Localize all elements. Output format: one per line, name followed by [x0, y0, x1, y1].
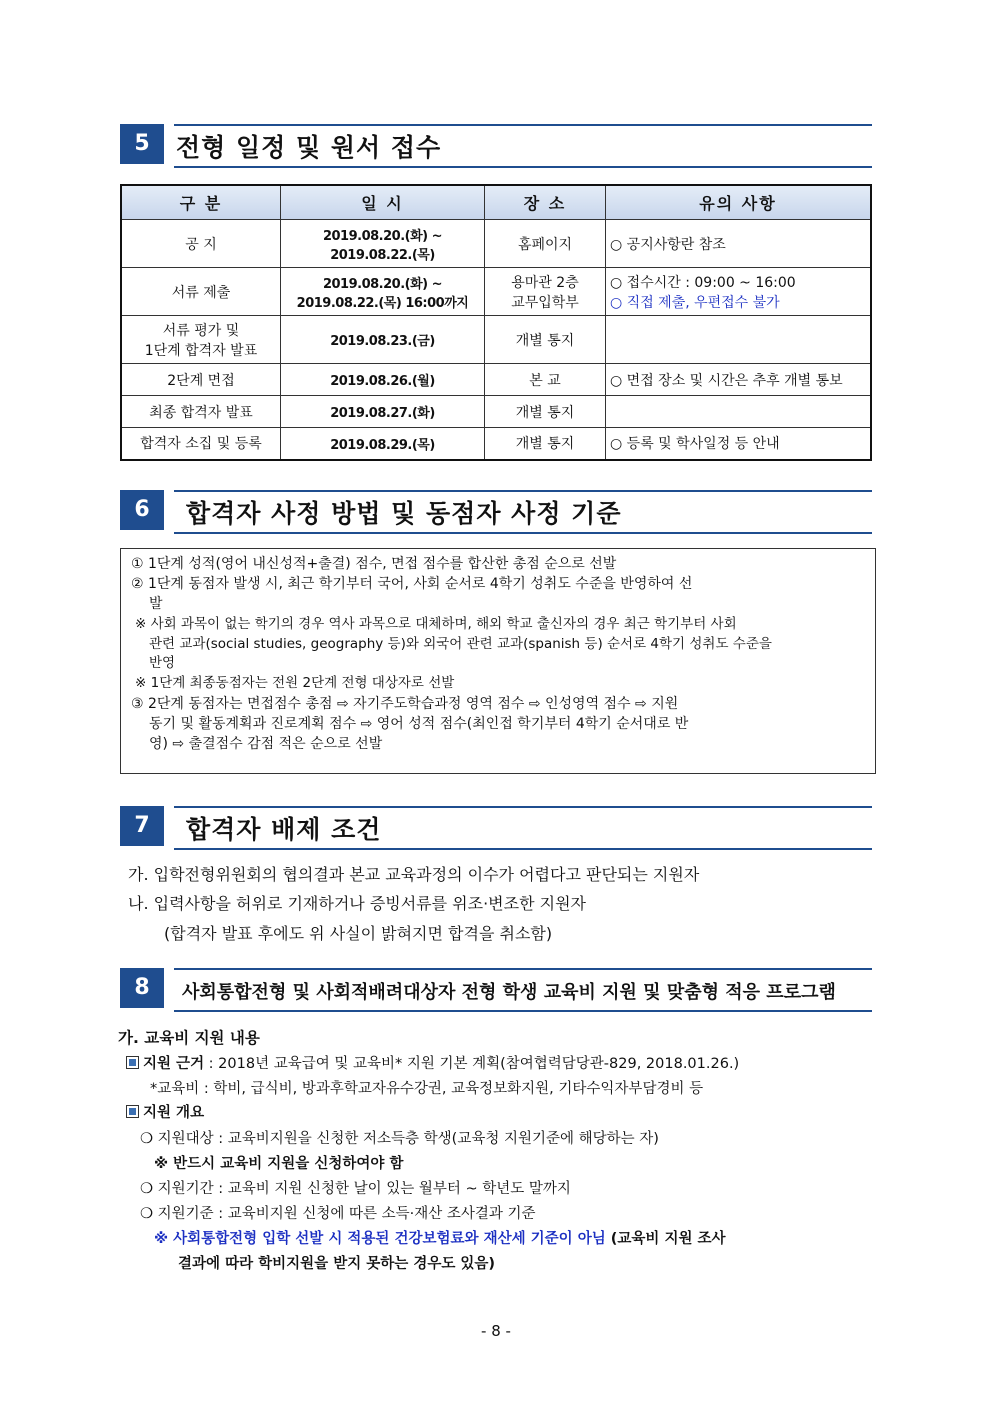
table-cell-place: 개별 통지	[485, 428, 606, 460]
table-row	[121, 364, 871, 396]
section-number: 7	[120, 806, 164, 846]
column-header: 구 분	[121, 185, 281, 220]
table-cell-date: 2019.08.27.(화)	[281, 396, 485, 428]
table-cell-item: 2단계 면접	[121, 364, 281, 396]
criteria-note-continued: 반영	[149, 655, 176, 671]
criteria-item-continued: 발	[149, 596, 163, 612]
table-cell-item: 서류 제출	[121, 268, 281, 316]
table-row	[121, 220, 871, 268]
support-criteria: ❍ 지원기준 : 교육비지원 신청에 따른 소득·재산 조사결과 기준	[140, 1206, 536, 1222]
column-header: 일 시	[281, 185, 485, 220]
table-cell-place: 개별 통지	[485, 396, 606, 428]
section-title: 전형 일정 및 원서 접수	[176, 133, 442, 162]
note-line: ○ 면접 장소 및 시간은 추후 개별 통보	[610, 372, 843, 389]
column-header: 유의 사항	[606, 185, 872, 220]
section-title: 합격자 사정 방법 및 동점자 사정 기준	[186, 499, 622, 528]
table-cell-place: 본 교	[485, 364, 606, 396]
table-cell-date: 2019.08.29.(목)	[281, 428, 485, 460]
section-number: 5	[120, 124, 164, 164]
table-cell-item: 최종 합격자 발표	[121, 396, 281, 428]
table-cell-place: 홈페이지	[485, 220, 606, 268]
square-bullet-icon	[126, 1105, 139, 1118]
divider	[174, 166, 872, 168]
section-title: 합격자 배제 조건	[186, 815, 382, 844]
table-cell-date: 2019.08.20.(화) ~ 2019.08.22.(목) 16:00까지	[281, 268, 485, 316]
support-basis-text: : 2018년 교육급여 및 교육비* 지원 기본 계획(참여협력담당관-829, 2018.01.26.)	[204, 1056, 740, 1072]
table-cell-note	[606, 396, 872, 428]
section-8-header	[120, 968, 872, 1008]
subsection-title: 가. 교육비 지원 내용	[118, 1029, 260, 1047]
table-cell-date: 2019.08.20.(화) ~ 2019.08.22.(목)	[281, 220, 485, 268]
support-warning-continued: 결과에 따라 학비지원을 받지 못하는 경우도 있음)	[178, 1256, 496, 1272]
criteria-note-continued: 관련 교과(social studies, geography 등)와 외국어 관련 교과(spanish 등) 순서로 4학기 성취도 수준을	[149, 635, 772, 652]
section-number: 6	[120, 490, 164, 530]
criteria-item: ② 1단계 동점자 발생 시, 최근 학기부터 국어, 사회 순서로 4학기 성취도 수준을 반영하여 선	[131, 576, 693, 592]
page-number: - 8 -	[481, 1322, 511, 1340]
divider	[174, 532, 872, 534]
support-must-note: ※ 반드시 교육비 지원을 신청하여야 함	[154, 1156, 404, 1172]
exclusion-item: 가. 입학전형위원회의 협의결과 본교 교육과정의 이수가 어렵다고 판단되는 지원자	[128, 865, 700, 884]
exclusion-note: (합격자 발표 후에도 위 사실이 밝혀지면 합격을 취소함)	[164, 924, 553, 943]
criteria-item: ③ 2단계 동점자는 면접점수 총점 ⇨ 자기주도학습과정 영역 점수 ⇨ 인성영역 점수 ⇨ 지원	[131, 696, 679, 712]
support-basis-label: 지원 근거	[143, 1056, 205, 1072]
table-cell-note	[606, 220, 872, 268]
section-title: 사회통합전형 및 사회적배려대상자 전형 학생 교육비 지원 및 맞춤형 적응 프로그램	[182, 982, 836, 1003]
divider	[174, 1010, 872, 1012]
support-period: ❍ 지원기간 : 교육비 지원 신청한 날이 있는 월부터 ~ 학년도 말까지	[140, 1181, 571, 1197]
table-cell-note	[606, 364, 872, 396]
support-warning-text: (교육비 지원 조사	[605, 1231, 726, 1247]
support-overview-label: 지원 개요	[143, 1105, 205, 1121]
divider	[174, 490, 872, 492]
note-line: ○ 접수시간 : 09:00 ~ 16:00	[610, 274, 796, 291]
support-basis	[126, 1052, 739, 1073]
divider	[174, 848, 872, 850]
note-line: ○ 공지사항란 참조	[610, 236, 726, 253]
section-number: 8	[120, 968, 164, 1008]
table-cell-item: 공 지	[121, 220, 281, 268]
table-cell-place: 용마관 2층 교무입학부	[485, 268, 606, 316]
table-cell-place: 개별 통지	[485, 316, 606, 364]
note-line: ○ 등록 및 학사일정 등 안내	[610, 436, 780, 453]
table-cell-date: 2019.08.26.(월)	[281, 364, 485, 396]
table-cell-note	[606, 428, 872, 460]
support-basis-note: *교육비 : 학비, 급식비, 방과후학교자유수강권, 교육정보화지원, 기타수익자부담경비 등	[150, 1081, 704, 1097]
divider	[174, 124, 872, 126]
support-warning	[154, 1227, 726, 1248]
criteria-item-continued: 동기 및 활동계획과 진로계획 점수 ⇨ 영어 성적 점수(최인접 학기부터 4학기 순서대로 반	[149, 716, 689, 732]
criteria-note: ※ 1단계 최종동점자는 전원 2단계 전형 대상자로 선발	[135, 674, 455, 691]
exclusion-item: 나. 입력사항을 허위로 기재하거나 증빙서류를 위조·변조한 지원자	[128, 894, 587, 913]
column-header: 장 소	[485, 185, 606, 220]
table-row	[121, 428, 871, 460]
table-row	[121, 316, 871, 364]
divider	[174, 806, 872, 808]
table-cell-note	[606, 268, 872, 316]
section-5-header	[120, 124, 872, 164]
table-header-row	[121, 185, 871, 220]
section-6-header	[120, 490, 872, 530]
table-cell-date: 2019.08.23.(금)	[281, 316, 485, 364]
section-7-header	[120, 806, 872, 846]
criteria-item: ① 1단계 성적(영어 내신성적+출결) 점수, 면접 점수를 합산한 총점 순으로 선발	[131, 556, 617, 572]
table-cell-note	[606, 316, 872, 364]
table-cell-item: 서류 평가 및 1단계 합격자 발표	[121, 316, 281, 364]
support-overview	[126, 1101, 204, 1122]
table-row	[121, 268, 871, 316]
square-bullet-icon	[126, 1056, 139, 1069]
table-row	[121, 396, 871, 428]
tiebreak-criteria-box	[120, 548, 876, 774]
note-line-emphasis: ○ 직접 제출, 우편접수 불가	[610, 294, 780, 311]
support-warning-emphasis: ※ 사회통합전형 입학 선발 시 적용된 건강보험료와 재산세 기준이 아님	[154, 1231, 606, 1247]
criteria-note: ※ 사회 과목이 없는 학기의 경우 역사 과목으로 대체하며, 해외 학교 출신자의 경우 최근 학기부터 사회	[135, 616, 737, 632]
divider	[174, 968, 872, 970]
criteria-item-continued: 영) ⇨ 출결점수 감점 적은 순으로 선발	[149, 736, 383, 752]
support-target: ❍ 지원대상 : 교육비지원을 신청한 저소득층 학생(교육청 지원기준에 해당하는 자)	[140, 1131, 659, 1147]
table-cell-item: 합격자 소집 및 등록	[121, 428, 281, 460]
schedule-table	[120, 184, 872, 461]
